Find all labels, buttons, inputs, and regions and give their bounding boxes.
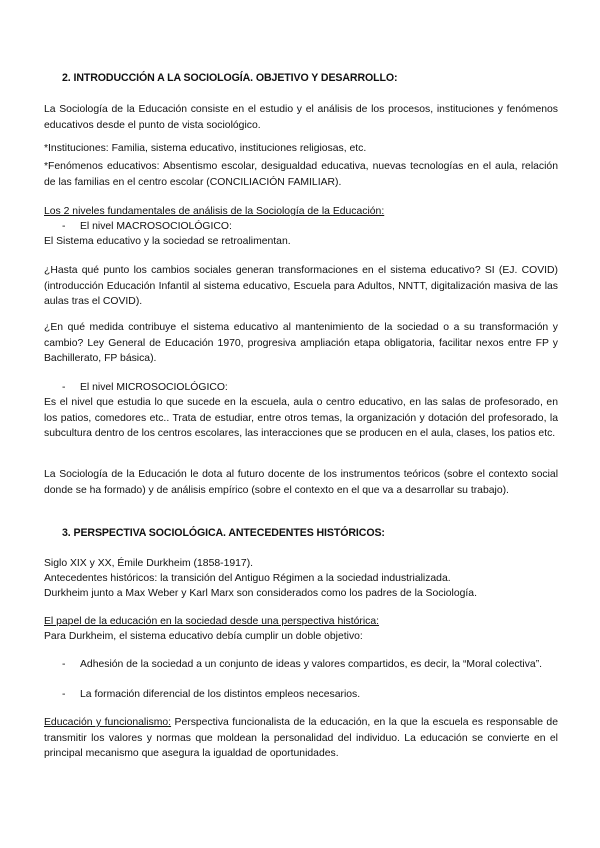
micro-text: Es el nivel que estudia lo que sucede en la escuela, aula o centro educativo, en las salas de profesorado, en los patios, comedores etc.. Trata de estudiar, entre otros temas, la organización y dotación del profesorado, la subcultura dentro de los centros escolares, las interacciones que se producen en el aula, clases, los patios etc. [44, 397, 558, 440]
history-line-1: Siglo XIX y XX, Émile Durkheim (1858-1917). [44, 558, 254, 569]
history-line-2: Antecedentes históricos: la transición del Antiguo Régimen a la sociedad industrializada. [44, 573, 451, 584]
papel-title: El papel de la educación en la sociedad desde una perspectiva histórica: [44, 616, 380, 627]
fenomenos-paragraph: *Fenómenos educativos: Absentismo escolar, desigualdad educativa, nuevas tecnologías en el aula, relación de las familias en el centro escolar (CONCILIACIÓN FAMILIAR). [44, 161, 558, 188]
funcionalismo-text: Perspectiva funcionalista de la educación, en la que la escuela es responsable de transmitir los valores y normas que moldean la personalidad del individuo. La educación se convierte en el principal mecanismo que asegura la igualdad de oportunidades. [44, 717, 558, 760]
intro-paragraph: La Sociología de la Educación consiste en el estudio y el análisis de los procesos, instituciones y fenómenos educativos desde el punto de vista sociológico. [44, 104, 558, 131]
bullet-dash: - [62, 382, 66, 393]
objective-item-2: La formación diferencial de los distintos empleos necesarios. [80, 689, 361, 700]
conclusion-paragraph: La Sociología de la Educación le dota al futuro docente de los instrumentos teóricos (sobre el contexto social donde se ha formado) y de análisis empírico (sobre el contexto en el que va a desarrollar su trabajo). [44, 469, 558, 496]
bullet-dash: - [62, 689, 66, 700]
section-2-heading: 2. INTRODUCCIÓN A LA SOCIOLOGÍA. OBJETIVO Y DESARROLLO: [62, 72, 398, 84]
objective-item-1: Adhesión de la sociedad a un conjunto de ideas y valores compartidos, es decir, la “Moral colectiva”. [80, 659, 543, 670]
papel-text: Para Durkheim, el sistema educativo debía cumplir un doble objetivo: [44, 631, 363, 642]
history-line-3: Durkheim junto a Max Weber y Karl Marx son considerados como los padres de la Sociología. [44, 588, 477, 599]
funcionalismo-title: Educación y funcionalismo: [44, 717, 172, 728]
question-2: ¿En qué medida contribuye el sistema educativo al mantenimiento de la sociedad o a su transformación y cambio? Ley General de Educación 1970, progresiva ampliación etapa obligatoria, facilitar nexos entre FP y Bachillerato, FP básica). [44, 322, 558, 365]
funcionalismo-paragraph [44, 715, 558, 762]
question-1: ¿Hasta qué punto los cambios sociales generan transformaciones en el sistema educativo? SI (EJ. COVID) (introducción Educación Infantil al sistema educativo, Escuela para Adultos, NNTT, digitalización masiva de las aulas tras el COVID). [44, 265, 558, 308]
macro-label: El nivel MACROSOCIOLÓGICO: [80, 221, 232, 232]
bullet-dash: - [62, 221, 66, 232]
niveles-title: Los 2 niveles fundamentales de análisis de la Sociología de la Educación: [44, 206, 385, 217]
instituciones-line: *Instituciones: Familia, sistema educativo, instituciones religiosas, etc. [44, 143, 367, 154]
bullet-dash: - [62, 659, 66, 670]
section-3-heading: 3. PERSPECTIVA SOCIOLÓGICA. ANTECEDENTES HISTÓRICOS: [62, 527, 385, 539]
macro-text: El Sistema educativo y la sociedad se retroalimentan. [44, 236, 291, 247]
micro-label: El nivel MICROSOCIOLÓGICO: [80, 382, 228, 393]
